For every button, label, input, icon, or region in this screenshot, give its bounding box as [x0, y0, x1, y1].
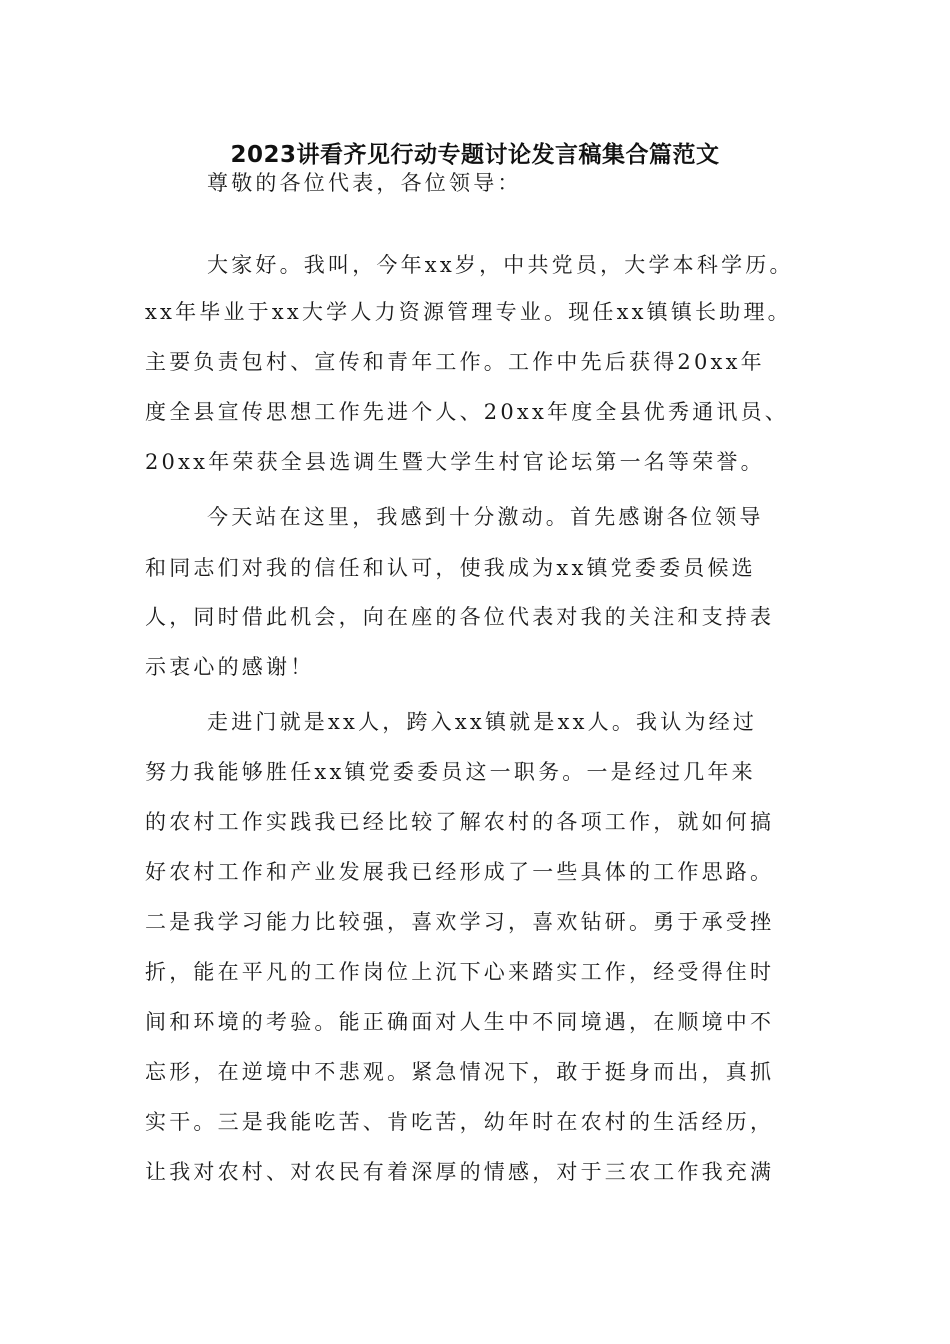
paragraph-line: 二是我学习能力比较强，喜欢学习，喜欢钻研。勇于承受挫	[145, 910, 775, 934]
paragraph-line: 主要负责包村、宣传和青年工作。工作中先后获得20xx年	[145, 350, 765, 374]
paragraph-line: 大家好。我叫，今年xx岁，中共党员，大学本科学历。	[207, 253, 794, 277]
paragraph-line: 20xx年荣获全县选调生暨大学生村官论坛第一名等荣誉。	[145, 450, 765, 474]
paragraph-line: 和同志们对我的信任和认可，使我成为xx镇党委委员候选	[145, 556, 756, 580]
paragraph-line: 走进门就是xx人，跨入xx镇就是xx人。我认为经过	[207, 710, 758, 734]
paragraph-line: 间和环境的考验。能正确面对人生中不同境遇，在顺境中不	[145, 1010, 775, 1034]
paragraph-line: 度全县宣传思想工作先进个人、20xx年度全县优秀通讯员、	[145, 400, 790, 424]
salutation: 尊敬的各位代表，各位领导：	[207, 171, 522, 195]
paragraph-line: 折，能在平凡的工作岗位上沉下心来踏实工作，经受得住时	[145, 960, 775, 984]
paragraph-line: xx年毕业于xx大学人力资源管理专业。现任xx镇镇长助理。	[145, 300, 792, 324]
document-title: 2023讲看齐见行动专题讨论发言稿集合篇范文	[230, 142, 720, 168]
paragraph-line: 好农村工作和产业发展我已经形成了一些具体的工作思路。	[145, 860, 775, 884]
paragraph-line: 人，同时借此机会，向在座的各位代表对我的关注和支持表	[145, 605, 775, 629]
paragraph-line: 今天站在这里，我感到十分激动。首先感谢各位领导	[207, 505, 764, 529]
paragraph-line: 实干。三是我能吃苦、肯吃苦，幼年时在农村的生活经历，	[145, 1110, 775, 1134]
paragraph-line: 努力我能够胜任xx镇党委委员这一职务。一是经过几年来	[145, 760, 756, 784]
paragraph-line: 示衷心的感谢！	[145, 655, 315, 679]
paragraph-line: 忘形，在逆境中不悲观。紧急情况下，敢于挺身而出，真抓	[145, 1060, 775, 1084]
paragraph-line: 让我对农村、对农民有着深厚的情感，对于三农工作我充满	[145, 1160, 775, 1184]
paragraph-line: 的农村工作实践我已经比较了解农村的各项工作，就如何搞	[145, 810, 775, 834]
